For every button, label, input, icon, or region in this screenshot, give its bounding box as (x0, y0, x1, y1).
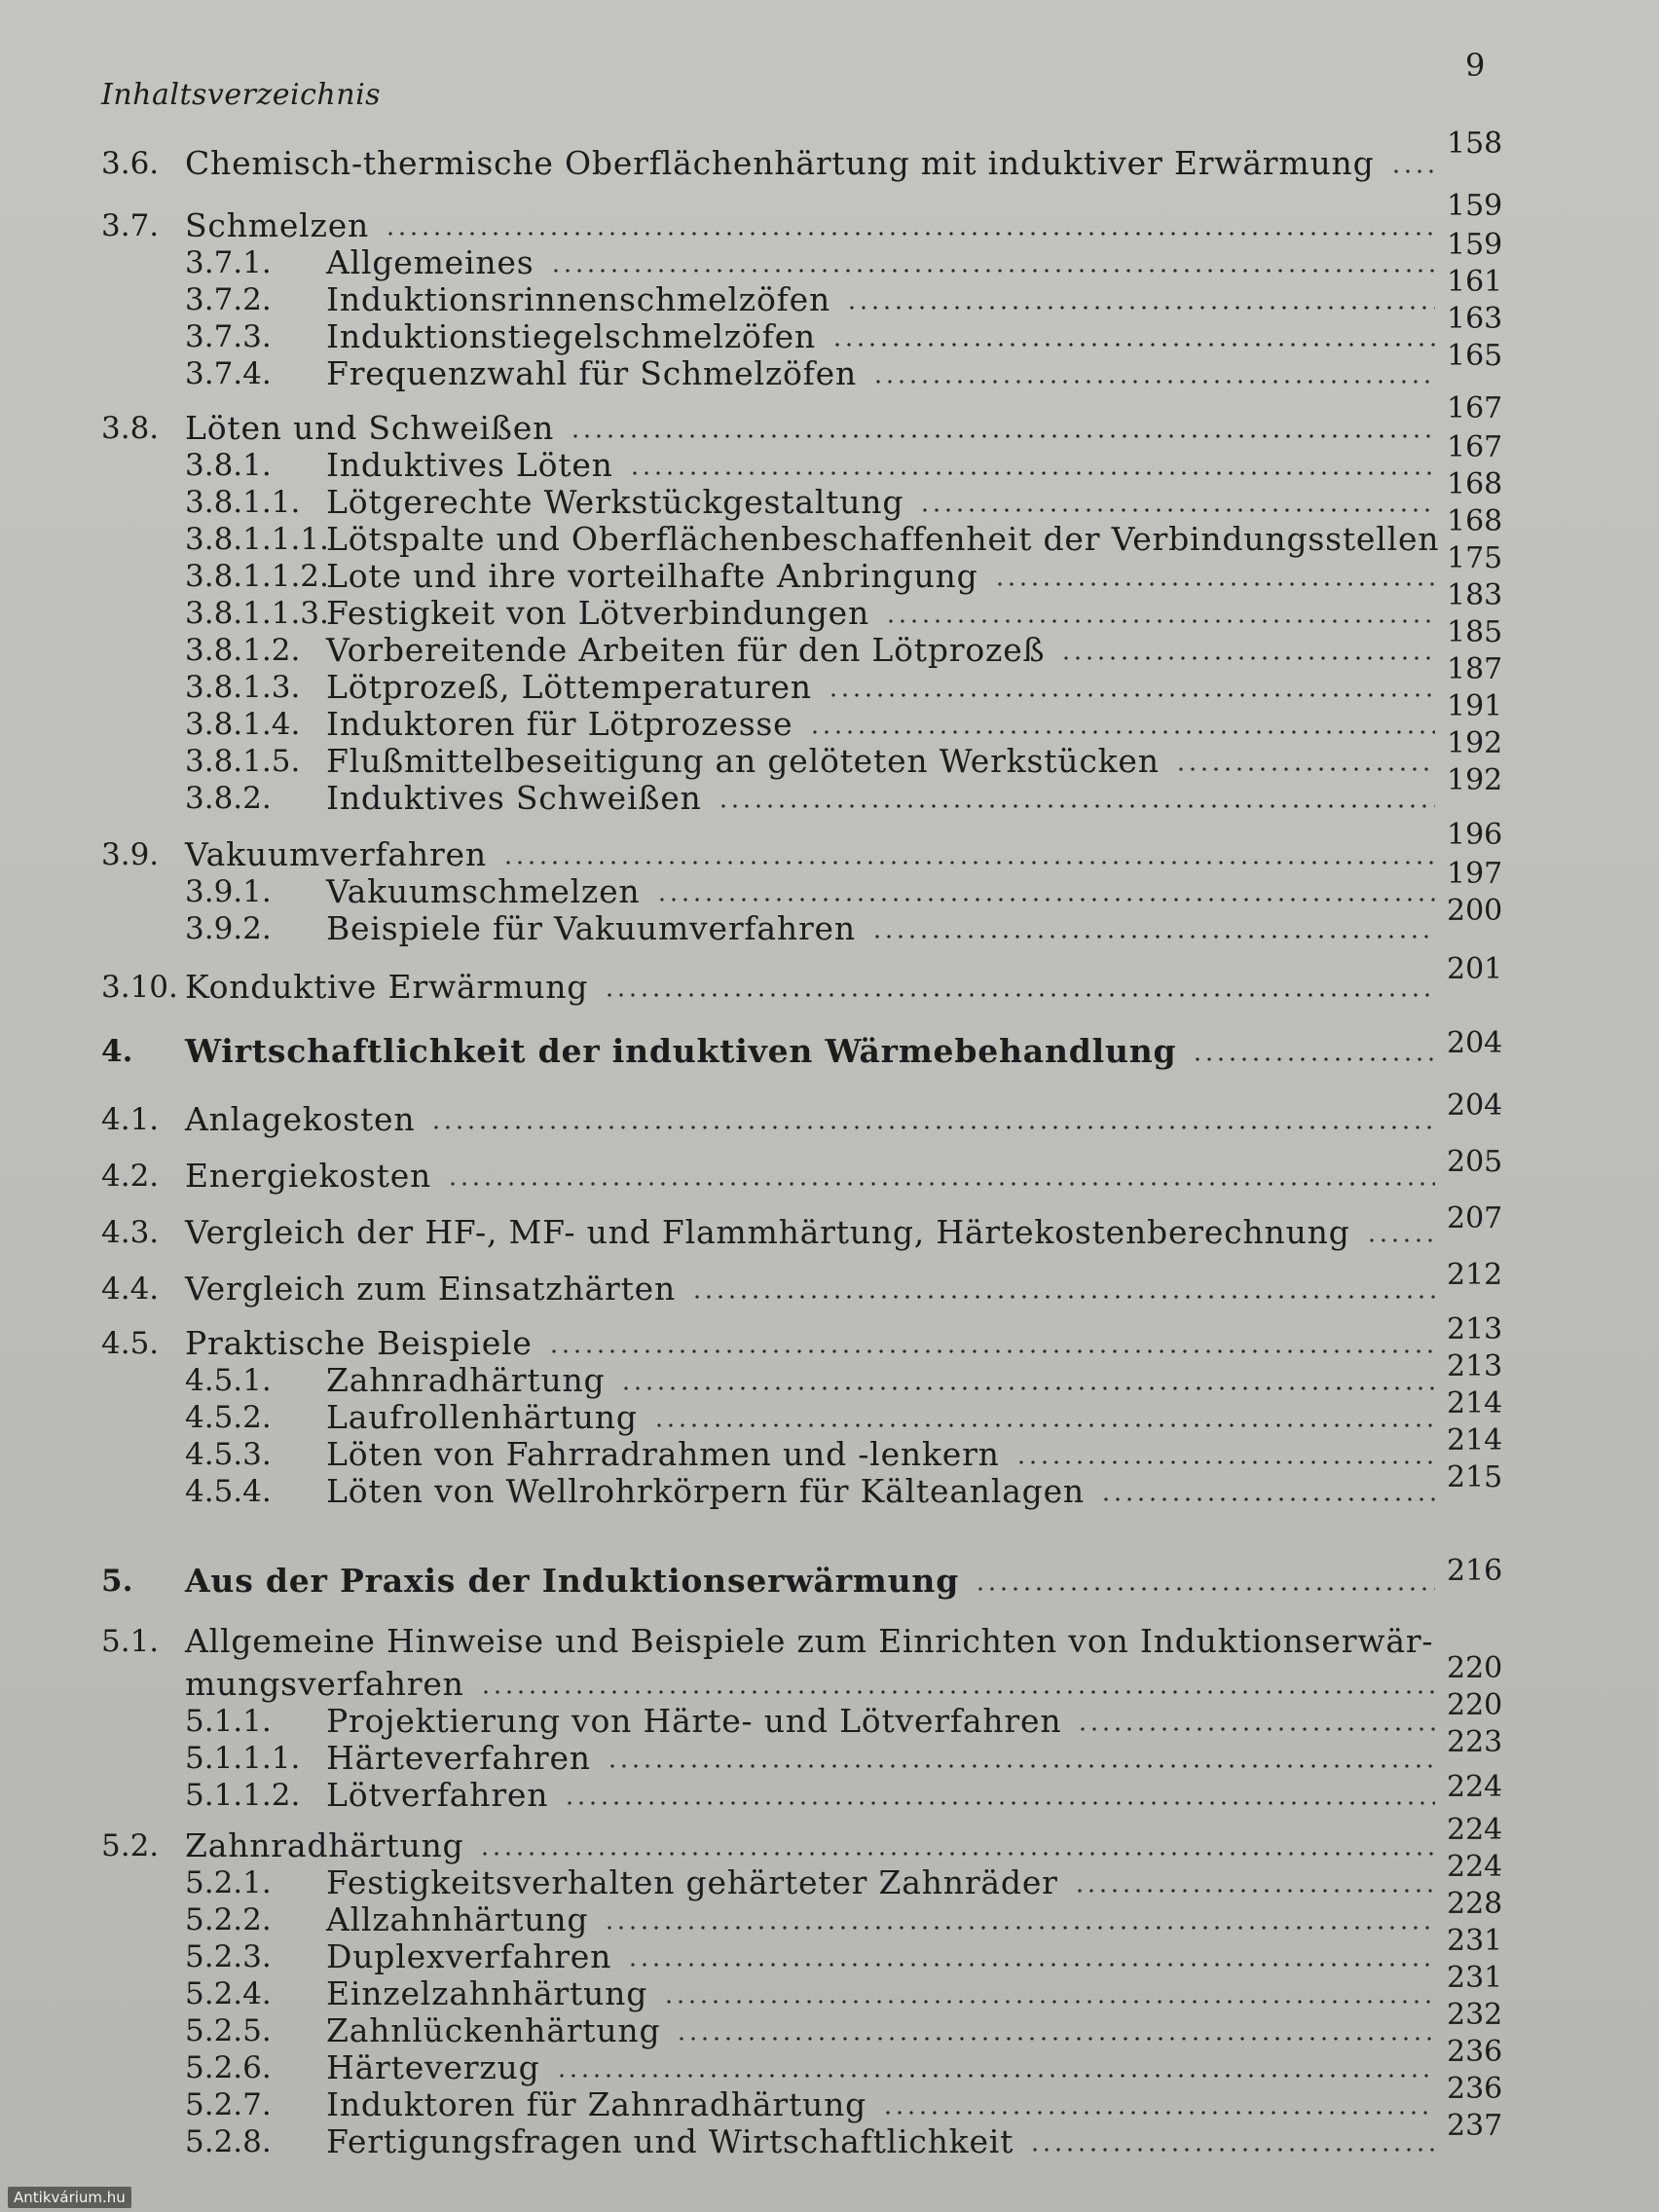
toc-page-number: 175 (1447, 541, 1503, 575)
toc-number: 4.5.1. (185, 1363, 272, 1398)
toc-title: Energiekosten (185, 1157, 432, 1195)
toc-number: 3.9.1. (185, 874, 272, 909)
toc-title: Lötspalte und Oberflächenbeschaffenheit der Verbindungsstellen (326, 520, 1440, 558)
toc-page-number: 213 (1447, 1312, 1503, 1346)
toc-number: 3.7.2. (185, 282, 272, 317)
dot-leader (809, 730, 1435, 734)
toc-page-number: 192 (1447, 726, 1503, 760)
toc-number: 5.1.1. (185, 1704, 272, 1739)
dot-leader (479, 1852, 1435, 1856)
toc-title: Löten von Fahrradrahmen und -lenkern (326, 1435, 1000, 1473)
toc-title: Lötverfahren (326, 1776, 549, 1814)
toc-page-number: 223 (1447, 1725, 1503, 1759)
toc-entry (0, 1349, 1659, 1400)
dot-leader (663, 2000, 1435, 2004)
toc-entry (0, 189, 1659, 245)
toc-number: 4.5.2. (185, 1400, 272, 1435)
toc-number: 5.1.1.1. (185, 1741, 301, 1776)
toc-entry (0, 228, 1659, 282)
toc-page-number: 197 (1447, 857, 1503, 891)
toc-entry (0, 652, 1659, 707)
toc-entry (0, 1770, 1659, 1815)
toc-page-number: 215 (1447, 1460, 1503, 1494)
dot-leader (1015, 1460, 1435, 1464)
toc-title: Vergleich der HF-, MF- und Flammhärtung, Härtekostenberechnung (185, 1213, 1350, 1251)
toc-page-number: 158 (1447, 127, 1503, 161)
toc-title: Fertigungsfragen und Wirtschaftlichkeit (326, 2122, 1014, 2160)
dot-leader (627, 1963, 1435, 1967)
toc-number: 4.5. (101, 1326, 160, 1361)
toc-title: Zahnradhärtung (326, 1361, 606, 1399)
toc-number: 3.8.1.5. (185, 744, 301, 779)
dot-leader (882, 2111, 1435, 2115)
toc-title: Induktives Schweißen (326, 779, 702, 817)
toc-number: 5.2.7. (185, 2087, 272, 2122)
toc-entry (0, 857, 1659, 911)
toc-page-number: 236 (1447, 2072, 1503, 2106)
toc-page-number: 204 (1447, 1026, 1503, 1060)
toc-number: 5.1.1.2. (185, 1778, 301, 1813)
toc-entry (0, 818, 1659, 874)
toc-entry (0, 127, 1659, 183)
dot-leader (1175, 767, 1435, 771)
toc-number: 3.8.1.1. (185, 485, 301, 520)
dot-leader (1100, 1497, 1435, 1501)
toc-entry (0, 1554, 1659, 1601)
running-head: Inhaltsverzeichnis (101, 78, 382, 112)
toc-page-number: 185 (1447, 615, 1503, 649)
toc-title: Allgemeines (326, 243, 535, 281)
toc-page-number: 205 (1447, 1145, 1503, 1179)
toc-page-number: 224 (1447, 1770, 1503, 1804)
toc-number: 3.8.1.2. (185, 633, 301, 668)
toc-entry (0, 1622, 1659, 1661)
toc-title: Induktionsrinnenschmelzöfen (326, 280, 831, 318)
toc-entry (0, 391, 1659, 448)
toc-page-number: 168 (1447, 467, 1503, 501)
toc-number: 5.2.3. (185, 1939, 272, 1974)
toc-page-number: 165 (1447, 339, 1503, 373)
toc-title: Festigkeit von Lötverbindungen (326, 594, 870, 632)
dot-leader (1074, 1889, 1435, 1893)
toc-entry (0, 541, 1659, 596)
toc-title: Allgemeine Hinweise und Beispiele zum Einrichten von Induktionserwär- (185, 1622, 1434, 1660)
toc-entry (0, 1386, 1659, 1437)
dot-leader (548, 1349, 1435, 1353)
toc-number: 3.10. (101, 970, 178, 1005)
toc-title: Löten von Wellrohrkörpern für Kälteanlagen (326, 1472, 1085, 1510)
toc-title: Laufrollenhärtung (326, 1398, 638, 1436)
toc-page-number: 191 (1447, 689, 1503, 723)
toc-number: 3.7. (101, 208, 160, 243)
toc-number: 5.2.8. (185, 2124, 272, 2159)
toc-entry (0, 763, 1659, 818)
toc-page-number: 232 (1447, 1998, 1503, 2032)
toc-number: 3.8.1.3. (185, 670, 301, 705)
toc-page-number: 201 (1447, 952, 1503, 986)
dot-leader (604, 1926, 1435, 1930)
dot-leader (430, 1125, 1435, 1129)
toc-entry (0, 339, 1659, 393)
toc-entry (0, 2109, 1659, 2161)
watermark: Antikvárium.hu (8, 2187, 131, 2208)
page-number: 9 (1465, 47, 1486, 84)
toc-number: 4. (101, 1034, 133, 1069)
toc-page-number: 159 (1447, 228, 1503, 262)
toc-entry (0, 302, 1659, 356)
toc-number: 3.8.1.1.3. (185, 596, 329, 631)
toc-page-number: 214 (1447, 1386, 1503, 1420)
toc-page-number: 224 (1447, 1850, 1503, 1884)
toc-page-number: 168 (1447, 504, 1503, 538)
toc-title: Projektierung von Härte- und Lötverfahren (326, 1702, 1062, 1740)
toc-page-number: 159 (1447, 189, 1503, 223)
dot-leader (604, 993, 1435, 997)
dot-leader (831, 343, 1435, 347)
toc-entry (0, 1258, 1659, 1309)
dot-leader (975, 1587, 1435, 1591)
toc-entry (0, 1651, 1659, 1704)
dot-leader (1192, 1057, 1435, 1061)
toc-title: Duplexverfahren (326, 1937, 612, 1975)
toc-number: 3.8.1. (185, 448, 272, 483)
toc-number: 3.7.4. (185, 356, 272, 391)
toc-page-number: 216 (1447, 1554, 1503, 1588)
toc-title: Anlagekosten (185, 1100, 416, 1138)
dot-leader (1060, 656, 1435, 660)
dot-leader (385, 232, 1435, 236)
toc-page-number: 204 (1447, 1088, 1503, 1123)
dot-leader (1077, 1727, 1435, 1731)
toc-title: Konduktive Erwärmung (185, 968, 589, 1006)
dot-leader (828, 693, 1435, 697)
toc-entry (0, 1201, 1659, 1252)
toc-page-number: 231 (1447, 1961, 1503, 1995)
toc-number: 4.3. (101, 1215, 160, 1250)
toc-title: Festigkeitsverhalten gehärteter Zahnräder (326, 1863, 1058, 1901)
toc-title: mungsverfahren (185, 1665, 464, 1703)
toc-number: 3.8.1.4. (185, 707, 301, 742)
toc-number: 3.8.1.1.2. (185, 559, 329, 594)
dot-leader (994, 582, 1435, 586)
toc-title: Praktische Beispiele (185, 1324, 533, 1362)
toc-title: Frequenzwahl für Schmelzöfen (326, 354, 858, 392)
toc-title: Lötprozeß, Löttemperaturen (326, 668, 812, 706)
toc-title: Wirtschaftlichkeit der induktiven Wärmebehandlung (185, 1032, 1177, 1070)
toc-entry (0, 1026, 1659, 1071)
toc-number: 5.2.1. (185, 1865, 272, 1900)
toc-entry (0, 726, 1659, 781)
dot-leader (871, 935, 1435, 939)
toc-page-number: 167 (1447, 430, 1503, 464)
dot-leader (502, 861, 1435, 865)
toc-entry (0, 1998, 1659, 2050)
toc-page-number: 236 (1447, 2035, 1503, 2069)
toc-page-number: 200 (1447, 894, 1503, 928)
toc-entry (0, 265, 1659, 319)
toc-entry (0, 894, 1659, 948)
dot-leader (885, 619, 1435, 623)
toc-title: Vergleich zum Einsatzhärten (185, 1270, 677, 1308)
toc-entry (0, 1850, 1659, 1902)
toc-title: Vakuumverfahren (185, 835, 487, 873)
toc-entry (0, 467, 1659, 522)
toc-entry (0, 1813, 1659, 1865)
dot-leader (872, 380, 1435, 384)
toc-entry (0, 1887, 1659, 1939)
toc-page-number: 161 (1447, 265, 1503, 299)
toc-page-number: 192 (1447, 763, 1503, 797)
dot-leader (653, 1423, 1435, 1427)
toc-number: 5.2.5. (185, 2013, 272, 2048)
toc-title: Aus der Praxis der Induktionserwärmung (185, 1562, 960, 1600)
toc-title: Allzahnhärtung (326, 1900, 589, 1938)
toc-entry (0, 1423, 1659, 1474)
dot-leader (570, 434, 1435, 438)
toc-title: Flußmittelbeseitigung an gelöteten Werkstücken (326, 742, 1160, 780)
toc-number: 5.2.4. (185, 1976, 272, 2011)
toc-page-number: 212 (1447, 1258, 1503, 1292)
toc-title: Schmelzen (185, 206, 370, 244)
toc-page-number: 214 (1447, 1423, 1503, 1457)
dot-leader (620, 1386, 1435, 1390)
toc-title: Vakuumschmelzen (326, 872, 641, 910)
dot-leader (718, 804, 1435, 808)
toc-title: Lötgerechte Werkstückgestaltung (326, 483, 904, 521)
toc-title: Induktoren für Lötprozesse (326, 705, 793, 743)
toc-page-number: 163 (1447, 302, 1503, 336)
toc-title: Zahnlückenhärtung (326, 2011, 661, 2049)
dot-leader (846, 306, 1435, 310)
dot-leader (447, 1182, 1435, 1186)
toc-number: 4.5.4. (185, 1474, 272, 1509)
dot-leader (1366, 1238, 1435, 1242)
toc-entry (0, 578, 1659, 633)
toc-page-number: 231 (1447, 1924, 1503, 1958)
toc-entry (0, 1145, 1659, 1196)
toc-entry (0, 689, 1659, 744)
dot-leader (480, 1690, 1435, 1694)
toc-number: 3.9.2. (185, 911, 272, 946)
toc-title: Vorbereitende Arbeiten für den Lötprozeß (326, 631, 1046, 669)
toc-title: Chemisch-thermische Oberflächenhärtung mit induktiver Erwärmung (185, 144, 1375, 182)
toc-number: 3.6. (101, 146, 160, 181)
toc-number: 3.8.1.1.1. (185, 522, 329, 557)
toc-entry (0, 1312, 1659, 1363)
toc-entry (0, 2035, 1659, 2087)
toc-page-number: 213 (1447, 1349, 1503, 1383)
toc-number: 3.8.2. (185, 781, 272, 816)
toc-title: Induktionstiegelschmelzöfen (326, 317, 816, 355)
toc-number: 3.7.1. (185, 245, 272, 280)
toc-title: Härteverfahren (326, 1739, 591, 1777)
toc-number: 3.8. (101, 411, 160, 446)
toc-entry (0, 2072, 1659, 2124)
dot-leader (1390, 169, 1435, 173)
dot-leader (550, 269, 1435, 273)
toc-page-number: 187 (1447, 652, 1503, 686)
toc-entry (0, 1088, 1659, 1139)
toc-title: Löten und Schweißen (185, 409, 555, 447)
toc-page-number: 183 (1447, 578, 1503, 612)
dot-leader (629, 471, 1435, 475)
toc-title: Induktoren für Zahnradhärtung (326, 2085, 867, 2123)
toc-title: Einzelzahnhärtung (326, 1974, 648, 2012)
toc-page-number: 224 (1447, 1813, 1503, 1847)
dot-leader (691, 1295, 1435, 1299)
toc-page-number: 207 (1447, 1201, 1503, 1235)
toc-entry (0, 1688, 1659, 1741)
dot-leader (656, 898, 1435, 902)
dot-leader (556, 2074, 1435, 2078)
toc-number: 5.2.2. (185, 1902, 272, 1937)
toc-page-number: 220 (1447, 1688, 1503, 1722)
toc-entry (0, 1460, 1659, 1511)
dot-leader (676, 2037, 1435, 2041)
toc-entry (0, 430, 1659, 485)
toc-number: 4.4. (101, 1272, 160, 1307)
toc-title: Zahnradhärtung (185, 1826, 464, 1864)
toc-number: 3.9. (101, 837, 160, 872)
toc-number: 5.2. (101, 1828, 160, 1863)
toc-page-number: 167 (1447, 391, 1503, 425)
toc-number: 5.1. (101, 1624, 160, 1659)
toc-entry (0, 504, 1659, 559)
toc-entry (0, 952, 1659, 1007)
toc-page-number: 220 (1447, 1651, 1503, 1685)
toc-page-number: 237 (1447, 2109, 1503, 2143)
toc-title: Beispiele für Vakuumverfahren (326, 909, 856, 947)
toc-number: 4.1. (101, 1102, 160, 1137)
dot-leader (607, 1764, 1435, 1768)
toc-entry (0, 1924, 1659, 1976)
toc-page-number: 228 (1447, 1887, 1503, 1921)
toc-number: 4.2. (101, 1159, 160, 1194)
toc-number: 5. (101, 1564, 133, 1599)
toc-title: Härteverzug (326, 2048, 540, 2086)
toc-title: Induktives Löten (326, 446, 613, 484)
toc-number: 5.2.6. (185, 2050, 272, 2085)
toc-entry (0, 1725, 1659, 1778)
toc-title: Lote und ihre vorteilhafte Anbringung (326, 557, 978, 595)
toc-number: 4.5.3. (185, 1437, 272, 1472)
toc-entry (0, 1961, 1659, 2013)
dot-leader (919, 508, 1435, 512)
toc-entry (0, 615, 1659, 670)
dot-leader (1029, 2148, 1435, 2152)
toc-page-number: 196 (1447, 818, 1503, 852)
toc-number: 3.7.3. (185, 319, 272, 354)
dot-leader (564, 1801, 1435, 1805)
